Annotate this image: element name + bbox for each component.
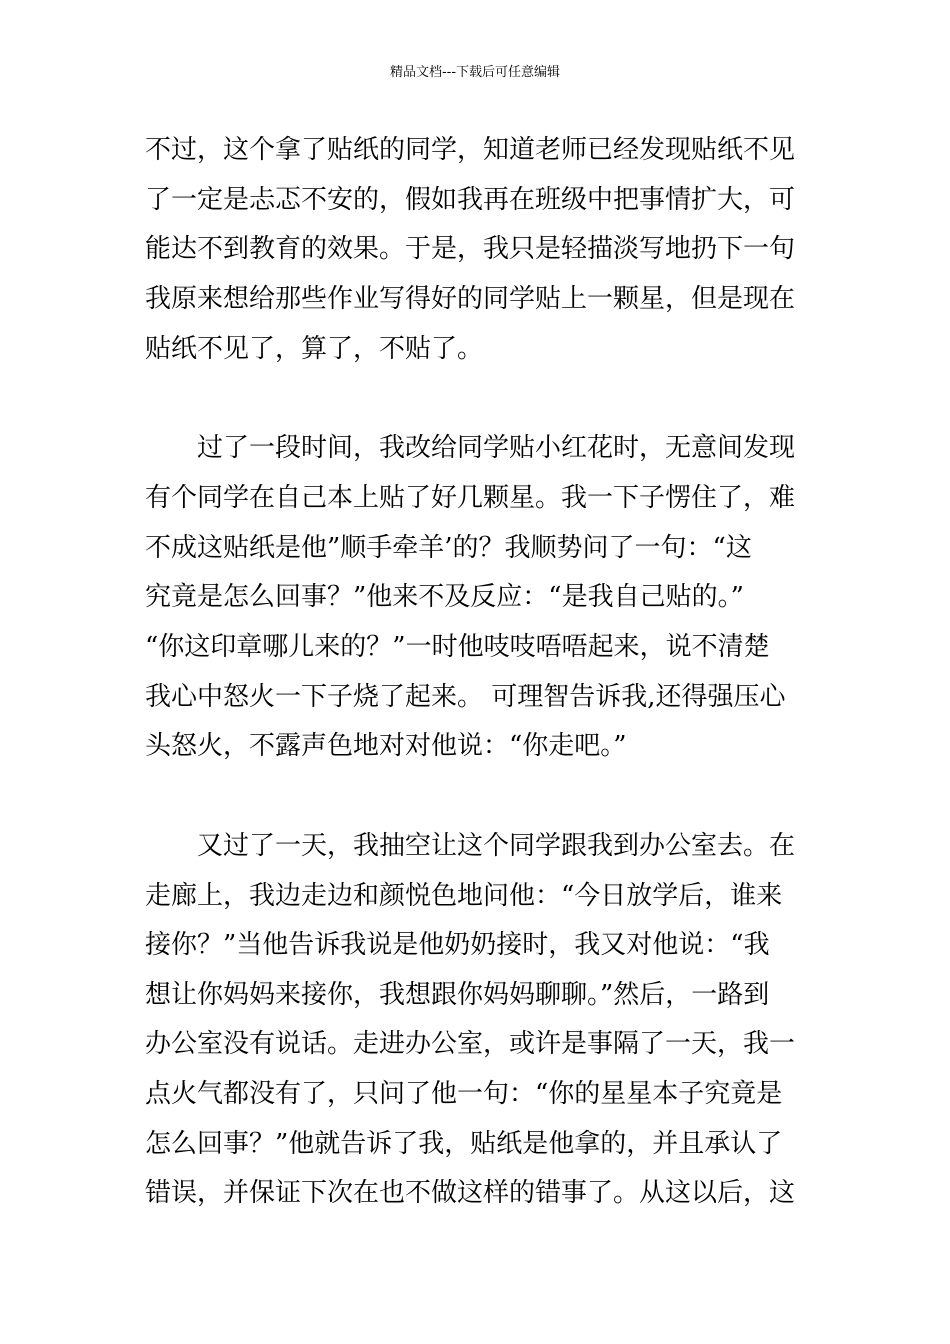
text-line: 有个同学在自己本上贴了好几颗星。我一下子愣住了，难 [145, 483, 796, 513]
text-line: 怎么回事？”他就告诉了我，贴纸是他拿的，并且承认了 [145, 1129, 783, 1159]
text-line: 能达不到教育的效果。于是，我只是轻描淡写地扔下一句 [145, 234, 796, 264]
text-line: 我心中怒火一下子烧了起来。 可理智告诉我,还得强压心 [145, 682, 786, 712]
text-line: 头怒火，不露声色地对对他说：“你走吧。” [145, 731, 627, 761]
text-line: 不成这贴纸是他”顺手牵羊’的？我顺势问了一句：“这 [145, 533, 752, 563]
text-line: 想让你妈妈来接你，我想跟你妈妈聊聊。”然后，一路到 [145, 980, 770, 1010]
text-line: 又过了一天，我抽空让这个同学跟我到办公室去。在 [145, 831, 796, 861]
text-line: 究竟是怎么回事？”他来不及反应：“是我自己贴的。” [145, 582, 744, 612]
text-line: 贴纸不见了，算了，不贴了。 [145, 334, 484, 364]
text-line: 错误，并保证下次在也不做这样的错事了。从这以后，这 [145, 1178, 796, 1208]
text-line: 接你？”当他告诉我说是他奶奶接时，我又对他说：“我 [145, 930, 770, 960]
text-line: 不过，这个拿了贴纸的同学，知道老师已经发现贴纸不见 [145, 135, 796, 165]
text-line: 点火气都没有了，只问了他一句：“你的星星本子究竟是 [145, 1079, 783, 1109]
text-line: 我原来想给那些作业写得好的同学贴上一颗星，但是现在 [145, 284, 796, 314]
text-line: 了一定是忐忑不安的，假如我再在班级中把事情扩大，可 [145, 185, 796, 215]
text-line: “你这印章哪儿来的？”一时他吱吱唔唔起来，说不清楚 [145, 632, 770, 662]
text-line: 办公室没有说话。走进办公室，或许是事隔了一天，我一 [145, 1029, 796, 1059]
text-line: 走廊上，我边走边和颜悦色地问他：“今日放学后，谁来 [145, 881, 783, 911]
text-line: 过了一段时间，我改给同学贴小红花时，无意间发现 [145, 433, 796, 463]
page-header: 精品文档---下载后可任意编辑 [389, 65, 561, 80]
